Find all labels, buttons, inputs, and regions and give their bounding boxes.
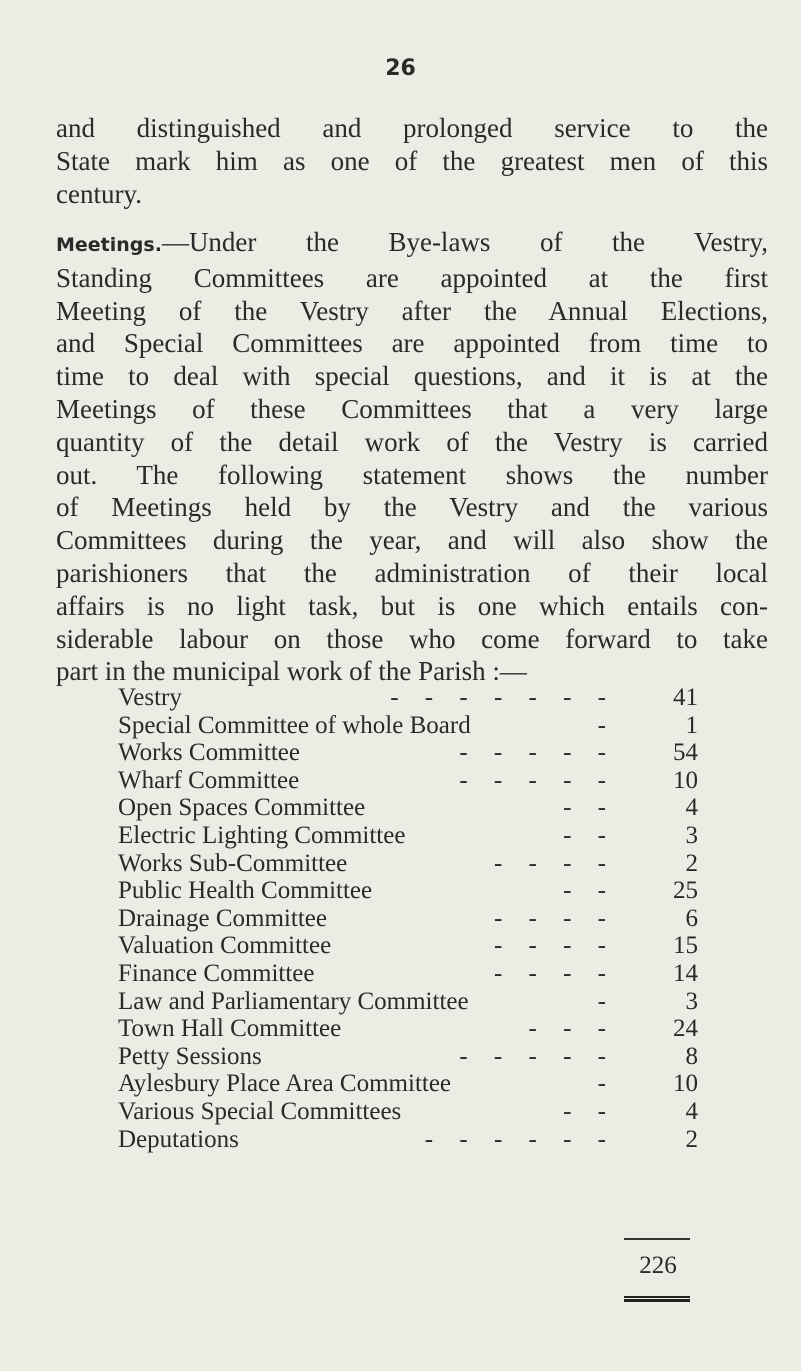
meeting-count: 24 xyxy=(673,1015,698,1043)
committee-name: Petty Sessions xyxy=(118,1042,262,1070)
table-row xyxy=(118,850,698,878)
meetings-line: Meeting of the Vestry after the Annual Elections, xyxy=(56,295,768,326)
meetings-line: quantity of the detail work of the Vestry is carried xyxy=(56,426,768,457)
meeting-count: 3 xyxy=(685,987,698,1015)
meetings-line: Standing Committees are appointed at the first xyxy=(56,262,768,293)
table-row xyxy=(118,932,698,960)
meetings-paragraph xyxy=(56,226,768,688)
table-row xyxy=(118,960,698,988)
total-rule xyxy=(624,1238,690,1240)
meeting-count: 54 xyxy=(673,739,698,767)
table-row xyxy=(118,1126,698,1154)
page-number: 26 xyxy=(385,56,416,81)
leader-dashes: - - - - xyxy=(493,849,616,877)
meeting-count: 2 xyxy=(685,849,698,877)
committee-name: Public Health Committee xyxy=(118,877,373,905)
meeting-count: 8 xyxy=(685,1042,698,1070)
leader-dashes: - - xyxy=(563,821,616,849)
committee-name: Open Spaces Committee xyxy=(118,794,366,822)
table-row xyxy=(118,905,698,933)
leader-dashes: - - xyxy=(563,877,616,905)
table-row xyxy=(118,712,698,740)
meetings-first-line xyxy=(56,226,768,262)
meetings-line: part in the municipal work of the Parish :— xyxy=(56,656,527,687)
meeting-count: 1 xyxy=(685,711,698,739)
meetings-line: affairs is no light task, but is one which entails con- xyxy=(56,590,768,621)
meeting-count: 2 xyxy=(685,1125,698,1153)
committee-name: Works Committee xyxy=(118,739,300,767)
meetings-line: siderable labour on those who come forward to take xyxy=(56,623,768,654)
meeting-count: 6 xyxy=(685,904,698,932)
meeting-count: 14 xyxy=(673,959,698,987)
committee-name: Wharf Committee xyxy=(118,766,300,794)
meetings-line: Meetings of these Committees that a very large xyxy=(56,393,768,424)
meetings-table xyxy=(118,684,698,1153)
committee-name: Finance Committee xyxy=(118,959,315,987)
meetings-heading: Meetings. xyxy=(56,234,162,256)
committee-name: Deputations xyxy=(118,1125,239,1153)
leader-dashes: - - - - xyxy=(493,932,616,960)
committee-name: Drainage Committee xyxy=(118,904,327,932)
meeting-count: 10 xyxy=(673,766,698,794)
intro-line: State mark him as one of the greatest men of this xyxy=(56,145,768,176)
leader-dashes: - - - - xyxy=(493,959,616,987)
committee-name: Law and Parliamentary Committee xyxy=(118,987,469,1015)
meetings-line: parishioners that the administration of their local xyxy=(56,557,768,588)
table-row xyxy=(118,794,698,822)
table-row xyxy=(118,739,698,767)
table-row xyxy=(118,988,698,1016)
meetings-line: —Under the Bye-laws of the Vestry, xyxy=(161,227,768,257)
meetings-line: time to deal with special questions, and it is at the xyxy=(56,361,768,392)
leader-dashes: - - - - xyxy=(493,904,616,932)
committee-name: Various Special Committees xyxy=(118,1097,402,1125)
committee-name: Valuation Committee xyxy=(118,932,332,960)
committee-name: Electric Lighting Committee xyxy=(118,821,406,849)
meetings-line: and Special Committees are appointed from time to xyxy=(56,328,768,359)
meeting-count: 4 xyxy=(685,1097,698,1125)
table-row xyxy=(118,1015,698,1043)
intro-line: century. xyxy=(56,178,142,209)
table-row xyxy=(118,1070,698,1098)
total-count: 226 xyxy=(639,1252,677,1279)
leader-dashes: - xyxy=(597,1070,616,1098)
table-row xyxy=(118,822,698,850)
committee-name: Works Sub-Committee xyxy=(118,849,348,877)
meeting-count: 25 xyxy=(673,877,698,905)
table-row xyxy=(118,1098,698,1126)
leader-dashes: - xyxy=(597,711,616,739)
leader-dashes: - - - - - - xyxy=(424,1125,616,1153)
meeting-count: 10 xyxy=(673,1070,698,1098)
committee-name: Aylesbury Place Area Committee xyxy=(118,1070,452,1098)
committee-name: Special Committee of whole Board xyxy=(118,711,471,739)
committee-name: Vestry xyxy=(118,684,182,711)
leader-dashes: - - xyxy=(563,794,616,822)
meeting-count: 41 xyxy=(673,684,698,711)
leader-dashes: - xyxy=(597,987,616,1015)
meeting-count: 3 xyxy=(685,821,698,849)
meetings-line: out. The following statement shows the number xyxy=(56,459,768,490)
leader-dashes: - - xyxy=(563,1097,616,1125)
leader-dashes: - - - - - xyxy=(459,1042,616,1070)
intro-line: and distinguished and prolonged service to the xyxy=(56,113,768,143)
leader-dashes: - - - - - - - xyxy=(390,684,616,711)
table-row xyxy=(118,684,698,712)
committee-name: Town Hall Committee xyxy=(118,1015,342,1043)
meeting-count: 15 xyxy=(673,932,698,960)
table-row xyxy=(118,877,698,905)
leader-dashes: - - - - - xyxy=(459,766,616,794)
intro-paragraph xyxy=(56,112,768,210)
leader-dashes: - - - - - xyxy=(459,739,616,767)
leader-dashes: - - - xyxy=(528,1015,616,1043)
table-row xyxy=(118,767,698,795)
meetings-line: of Meetings held by the Vestry and the various xyxy=(56,492,768,523)
table-row xyxy=(118,1043,698,1071)
meetings-line: Committees during the year, and will also show the xyxy=(56,525,768,556)
meeting-count: 4 xyxy=(685,794,698,822)
total-double-rule xyxy=(624,1296,690,1302)
